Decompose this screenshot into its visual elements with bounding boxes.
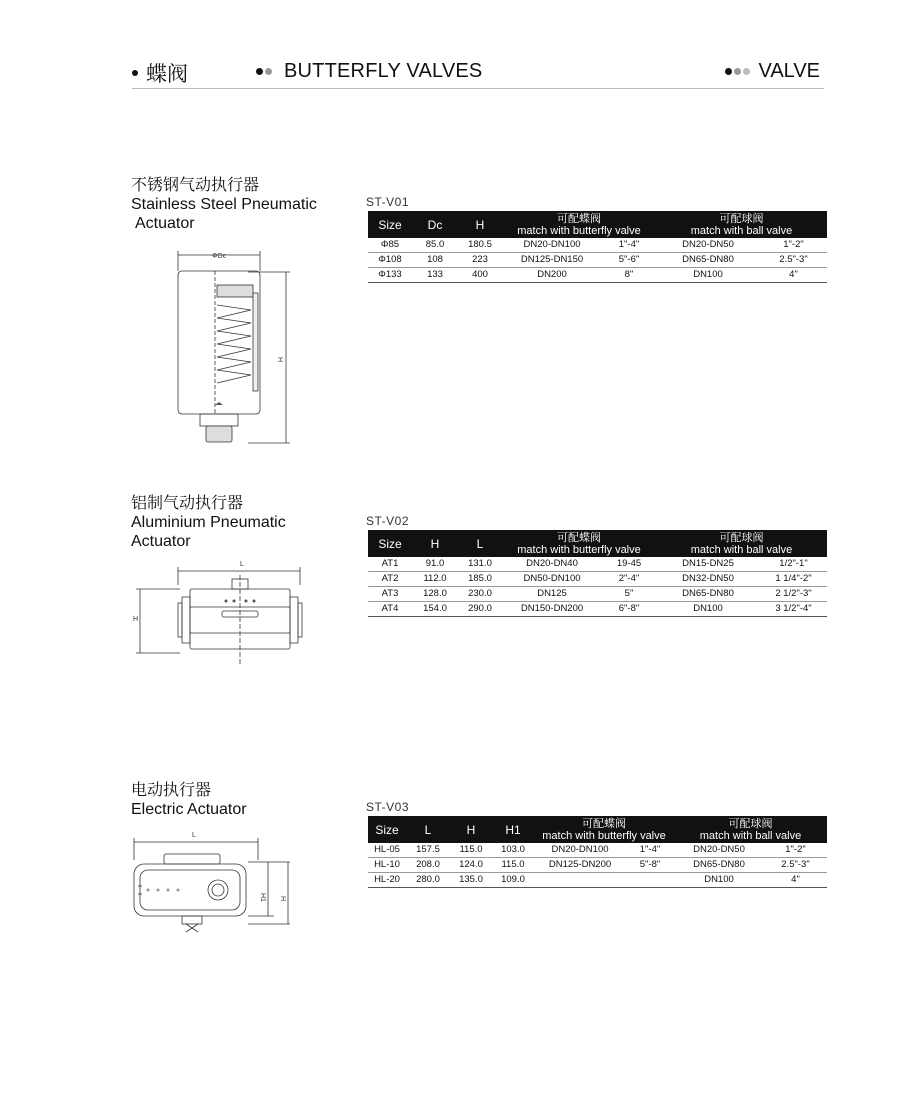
table-cell: 4" bbox=[760, 268, 827, 283]
column-header-butterfly bbox=[534, 816, 674, 843]
column-header: L bbox=[406, 816, 450, 843]
section-title-electric bbox=[131, 781, 247, 819]
table-cell: 1"-2" bbox=[760, 238, 827, 253]
table-cell: 2.5"-3" bbox=[760, 253, 827, 268]
aluminium-actuator-drawing bbox=[130, 555, 310, 675]
table-cell: DN65-DN80 bbox=[674, 858, 764, 873]
table-cell: 5"-6" bbox=[602, 253, 656, 268]
table-cell: 8" bbox=[602, 268, 656, 283]
table-cell: DN125 bbox=[502, 587, 602, 602]
header-category-zh bbox=[132, 58, 188, 88]
dim-label-l: L bbox=[192, 832, 196, 839]
table-cell: DN65-DN80 bbox=[656, 587, 760, 602]
bullet-dot-icon bbox=[743, 68, 750, 75]
table-cell: 109.0 bbox=[492, 873, 534, 888]
column-header: H bbox=[412, 530, 458, 557]
section-title-en-2: Actuator bbox=[135, 215, 195, 232]
table-cell: 154.0 bbox=[412, 602, 458, 617]
header-section-text: VALVE bbox=[758, 60, 820, 82]
table-cell: DN100 bbox=[674, 873, 764, 888]
group-header-en: match with ball valve bbox=[690, 543, 793, 556]
column-header-butterfly bbox=[502, 211, 656, 238]
table-cell: HL-05 bbox=[368, 843, 406, 858]
table-cell: DN20-DN50 bbox=[674, 843, 764, 858]
table-cell: 4" bbox=[764, 873, 827, 888]
bullet-dot-icon bbox=[734, 68, 741, 75]
table-cell: Φ133 bbox=[368, 268, 412, 283]
table-cell: 115.0 bbox=[492, 858, 534, 873]
table-cell: 208.0 bbox=[406, 858, 450, 873]
table-cell: DN150-DN200 bbox=[502, 602, 602, 617]
table-row bbox=[368, 253, 827, 268]
section-title-en-2: Actuator bbox=[131, 533, 191, 550]
bullet-dot-icon bbox=[132, 70, 138, 76]
bullet-dot-icon bbox=[725, 68, 732, 75]
stainless-actuator-drawing bbox=[160, 245, 300, 455]
column-header: Size bbox=[368, 816, 406, 843]
dim-label-h1: H1 bbox=[259, 893, 266, 902]
table-cell: DN20-DN100 bbox=[534, 843, 626, 858]
table-cell: DN200 bbox=[502, 268, 602, 283]
column-header: H bbox=[450, 816, 492, 843]
table-cell: DN20-DN50 bbox=[656, 238, 760, 253]
bullet-dot-icon bbox=[256, 68, 263, 75]
table-cell: 157.5 bbox=[406, 843, 450, 858]
section-title-zh: 铝制气动执行器 bbox=[131, 495, 244, 512]
table-cell: 180.5 bbox=[458, 238, 502, 253]
column-header-ball bbox=[656, 211, 827, 238]
table-cell: 1"-2" bbox=[764, 843, 827, 858]
section-title-en: Stainless Steel Pneumatic bbox=[131, 196, 317, 213]
column-header: Dc bbox=[412, 211, 458, 238]
column-header: H1 bbox=[492, 816, 534, 843]
table-cell: 133 bbox=[412, 268, 458, 283]
table-cell: DN15-DN25 bbox=[656, 557, 760, 572]
header-category-en bbox=[256, 60, 482, 83]
table-cell: 6"-8" bbox=[602, 602, 656, 617]
table-row bbox=[368, 873, 827, 888]
dim-label-dc: ΦDc bbox=[212, 253, 227, 260]
table-row bbox=[368, 238, 827, 253]
dim-label-h: H bbox=[133, 616, 139, 623]
table-cell: 1/2"-1" bbox=[760, 557, 827, 572]
section-title-en: Electric Actuator bbox=[131, 801, 247, 818]
table-cell: HL-20 bbox=[368, 873, 406, 888]
column-header-butterfly bbox=[502, 530, 656, 557]
column-header: Size bbox=[368, 211, 412, 238]
table-cell: DN50-DN100 bbox=[502, 572, 602, 587]
group-header-en: match with butterfly valve bbox=[517, 543, 641, 556]
group-header-zh: 可配蝶阀 bbox=[582, 817, 626, 830]
table-cell: 5"-8" bbox=[626, 858, 674, 873]
model-code: ST-V03 bbox=[366, 800, 410, 814]
table-cell: 1 1/4"-2" bbox=[760, 572, 827, 587]
spec-table-aluminium bbox=[368, 530, 827, 617]
dim-label-l: L bbox=[240, 561, 244, 568]
table-cell: AT3 bbox=[368, 587, 412, 602]
bullet-dot-icon bbox=[265, 68, 272, 75]
group-header-en: match with ball valve bbox=[699, 829, 802, 842]
group-header-zh: 可配蝶阀 bbox=[557, 531, 601, 544]
table-cell: 112.0 bbox=[412, 572, 458, 587]
table-row bbox=[368, 557, 827, 572]
table-cell: Φ108 bbox=[368, 253, 412, 268]
table-cell: DN125-DN200 bbox=[534, 858, 626, 873]
header-divider bbox=[132, 88, 824, 89]
table-cell: 2.5"-3" bbox=[764, 858, 827, 873]
table-cell: DN32-DN50 bbox=[656, 572, 760, 587]
section-title-stainless bbox=[131, 176, 317, 233]
table-cell: 91.0 bbox=[412, 557, 458, 572]
table-cell: DN20-DN40 bbox=[502, 557, 602, 572]
group-header-zh: 可配球阀 bbox=[719, 212, 764, 225]
table-cell: AT1 bbox=[368, 557, 412, 572]
table-cell: DN100 bbox=[656, 602, 760, 617]
dim-label-h: H bbox=[279, 896, 286, 902]
table-cell: 2"-4" bbox=[602, 572, 656, 587]
table-cell: 131.0 bbox=[458, 557, 502, 572]
model-code: ST-V02 bbox=[366, 514, 410, 528]
section-title-zh: 不锈钢气动执行器 bbox=[131, 177, 260, 194]
group-header-en: match with butterfly valve bbox=[542, 829, 666, 842]
table-cell: HL-10 bbox=[368, 858, 406, 873]
table-cell: 108 bbox=[412, 253, 458, 268]
table-cell: 124.0 bbox=[450, 858, 492, 873]
section-title-zh: 电动执行器 bbox=[131, 782, 212, 799]
table-cell: 128.0 bbox=[412, 587, 458, 602]
column-header: L bbox=[458, 530, 502, 557]
column-header-ball bbox=[656, 530, 827, 557]
group-header-en: match with butterfly valve bbox=[517, 224, 641, 237]
group-header-zh: 可配球阀 bbox=[728, 817, 773, 830]
table-row bbox=[368, 268, 827, 283]
table-cell: Φ85 bbox=[368, 238, 412, 253]
table-cell bbox=[534, 873, 626, 888]
table-cell: 400 bbox=[458, 268, 502, 283]
group-header-en: match with ball valve bbox=[690, 224, 793, 237]
column-header-ball bbox=[674, 816, 827, 843]
table-cell: 5" bbox=[602, 587, 656, 602]
column-header: H bbox=[458, 211, 502, 238]
group-header-zh: 可配蝶阀 bbox=[557, 212, 601, 225]
table-cell: AT2 bbox=[368, 572, 412, 587]
model-code: ST-V01 bbox=[366, 195, 410, 209]
table-cell: DN100 bbox=[656, 268, 760, 283]
table-cell bbox=[626, 873, 674, 888]
table-cell: 223 bbox=[458, 253, 502, 268]
table-cell: 85.0 bbox=[412, 238, 458, 253]
table-cell: AT4 bbox=[368, 602, 412, 617]
table-row bbox=[368, 843, 827, 858]
dim-label-h: H bbox=[276, 357, 283, 363]
column-header: Size bbox=[368, 530, 412, 557]
electric-actuator-drawing bbox=[128, 830, 298, 940]
table-cell: 19-45 bbox=[602, 557, 656, 572]
table-row bbox=[368, 858, 827, 873]
table-cell: 135.0 bbox=[450, 873, 492, 888]
header-category-en-text: BUTTERFLY VALVES bbox=[284, 60, 483, 82]
table-cell: 2 1/2"-3" bbox=[760, 587, 827, 602]
table-cell: DN20-DN100 bbox=[502, 238, 602, 253]
table-cell: 1"-4" bbox=[626, 843, 674, 858]
table-cell: 230.0 bbox=[458, 587, 502, 602]
table-cell: DN125-DN150 bbox=[502, 253, 602, 268]
section-title-en: Aluminium Pneumatic bbox=[131, 514, 286, 531]
table-cell: 280.0 bbox=[406, 873, 450, 888]
table-cell: 103.0 bbox=[492, 843, 534, 858]
header-category-zh-text: 蝶阀 bbox=[146, 63, 188, 86]
spec-table-stainless bbox=[368, 211, 827, 283]
spec-table-electric bbox=[368, 816, 827, 888]
table-cell: 290.0 bbox=[458, 602, 502, 617]
group-header-zh: 可配球阀 bbox=[719, 531, 764, 544]
table-cell: DN65-DN80 bbox=[656, 253, 760, 268]
table-row bbox=[368, 572, 827, 587]
table-row bbox=[368, 602, 827, 617]
table-cell: 1"-4" bbox=[602, 238, 656, 253]
table-row bbox=[368, 587, 827, 602]
table-cell: 115.0 bbox=[450, 843, 492, 858]
table-cell: 3 1/2"-4" bbox=[760, 602, 827, 617]
section-title-aluminium bbox=[131, 494, 286, 551]
header-section bbox=[725, 60, 820, 83]
table-cell: 185.0 bbox=[458, 572, 502, 587]
